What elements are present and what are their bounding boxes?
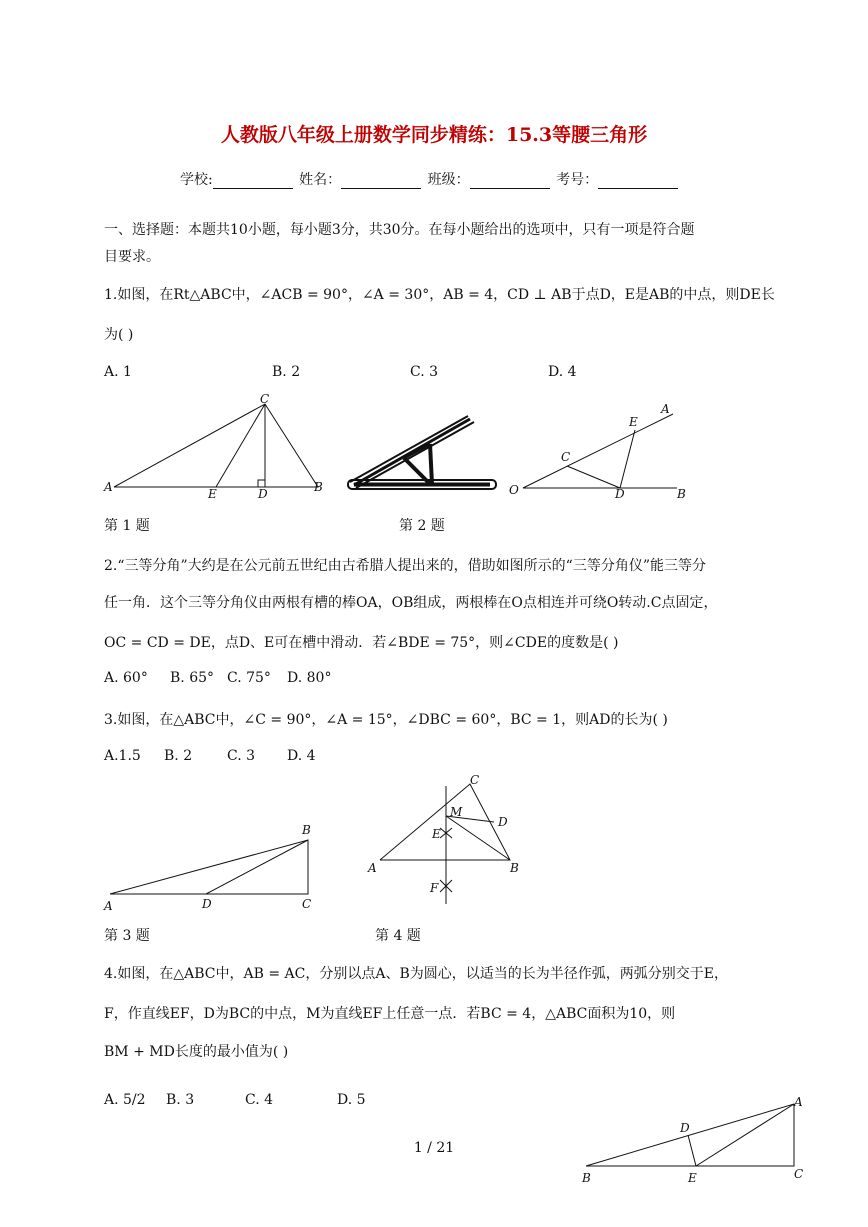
fig4-label-d: D (498, 815, 508, 829)
fig2-label-c: C (561, 450, 571, 464)
q2-option-c: C. 75° (227, 670, 271, 686)
fig5-label-b: B (582, 1171, 591, 1185)
class-blank (470, 174, 550, 189)
fig1-label-a: A (104, 480, 113, 494)
fig3-label-b: B (302, 823, 311, 837)
fig4-label-m: M (450, 805, 463, 819)
fig3-label-d: D (202, 897, 212, 911)
fig3-label-a: A (104, 899, 113, 913)
q3-option-d: D. 4 (287, 748, 316, 764)
q3-option-b: B. 2 (164, 748, 193, 764)
fig4-label-b: B (510, 861, 519, 875)
fig2-label-e: E (629, 415, 638, 429)
fig1-label-e: E (208, 487, 217, 501)
q1-text-line1: 1.如图，在Rt△ABC中，∠ACB = 90°，∠A = 30°，AB = 4，CD ⊥ AB于点D，E是AB的中点，则DE长 (104, 287, 775, 303)
name-blank (341, 174, 421, 189)
q4-text-line2: F，作直线EF，D为BC的中点，M为直线EF上任意一点．若BC = 4，△ABC面积为10，则 (104, 1006, 676, 1022)
fig4-label-e: E (432, 827, 441, 841)
q1-option-c: C. 3 (410, 364, 439, 380)
q2-text-line3: OC = CD = DE，点D、E可在槽中滑动．若∠BDE = 75°，则∠CDE的度数是( ) (104, 635, 619, 651)
fig1-label-d: D (258, 487, 268, 501)
fig3-caption: 第 3 题 (104, 928, 150, 944)
q1-option-a: A. 1 (104, 364, 132, 380)
q3-text-line1: 3.如图，在△ABC中，∠C = 90°，∠A = 15°，∠DBC = 60°，BC = 1，则AD的长为( ) (104, 712, 668, 728)
q4-text-line1: 4.如图，在△ABC中，AB = AC，分别以点A、B为圆心，以适当的长为半径作弧，两弧分别交于E， (104, 966, 728, 982)
q3-option-c: C. 3 (227, 748, 256, 764)
q2-text-line2: 任一角．这个三等分角仪由两根有槽的棒OA，OB组成，两根棒在O点相连并可绕O转动.C点固定， (104, 595, 718, 611)
name-label: 姓名： (299, 172, 342, 188)
fig4-label-c: C (470, 773, 480, 787)
figure-3-triangle (100, 820, 330, 916)
figure-4-triangle (360, 772, 530, 908)
school-label: 学校: (180, 172, 213, 188)
fig5-label-c: C (794, 1167, 804, 1181)
fig2-label-o: O (509, 483, 519, 497)
q2-option-d: D. 80° (287, 670, 332, 686)
fig3-label-c: C (302, 897, 312, 911)
section-instruction-line1: 一、选择题：本题共10小题，每小题3分，共30分。在每小题给出的选项中，只有一项是符合题 (104, 222, 695, 238)
q4-option-d: D. 5 (337, 1092, 366, 1108)
q2-option-a: A. 60° (104, 670, 148, 686)
page-title: 人教版八年级上册数学同步精练：15.3等腰三角形 (220, 124, 648, 146)
fig4-caption: 第 4 题 (375, 928, 421, 944)
q2-option-b: B. 65° (170, 670, 215, 686)
fig1-caption: 第 1 题 (104, 518, 150, 534)
q1-option-b: B. 2 (272, 364, 301, 380)
figure-2-angle-diagram (505, 398, 705, 502)
q4-text-line3: BM + MD长度的最小值为( ) (104, 1044, 289, 1060)
q4-option-a: A. 5/2 (104, 1092, 146, 1108)
figure-1-triangle (100, 392, 330, 504)
page-number: 1 / 21 (413, 1140, 455, 1156)
student-info-line (180, 169, 680, 189)
fig5-label-e: E (688, 1171, 697, 1185)
q4-option-c: C. 4 (245, 1092, 274, 1108)
class-label: 班级： (427, 172, 470, 188)
fig1-label-b: B (314, 480, 323, 494)
fig4-label-f: F (430, 881, 439, 895)
exam-no-label: 考号： (556, 172, 599, 188)
figure-2-trisector (340, 408, 500, 500)
q4-option-b: B. 3 (166, 1092, 195, 1108)
fig2-label-b: B (677, 487, 686, 501)
fig2-label-d: D (615, 487, 625, 501)
q2-text-line1: 2.“三等分角”大约是在公元前五世纪由古希腊人提出来的，借助如图所示的“三等分角仪”能三等分 (104, 558, 706, 574)
fig2-caption: 第 2 题 (399, 518, 445, 534)
exam-no-blank (598, 174, 678, 189)
fig1-label-c: C (260, 392, 270, 406)
q3-option-a: A.1.5 (104, 748, 141, 764)
fig5-label-d: D (680, 1121, 690, 1135)
school-blank (213, 174, 293, 189)
fig5-label-a: A (794, 1095, 803, 1109)
section-instruction-line2: 目要求。 (104, 249, 160, 265)
fig2-label-a: A (661, 402, 670, 416)
q1-text-line2: 为( ) (104, 327, 134, 343)
fig4-label-a: A (368, 861, 377, 875)
q1-option-d: D. 4 (548, 364, 577, 380)
